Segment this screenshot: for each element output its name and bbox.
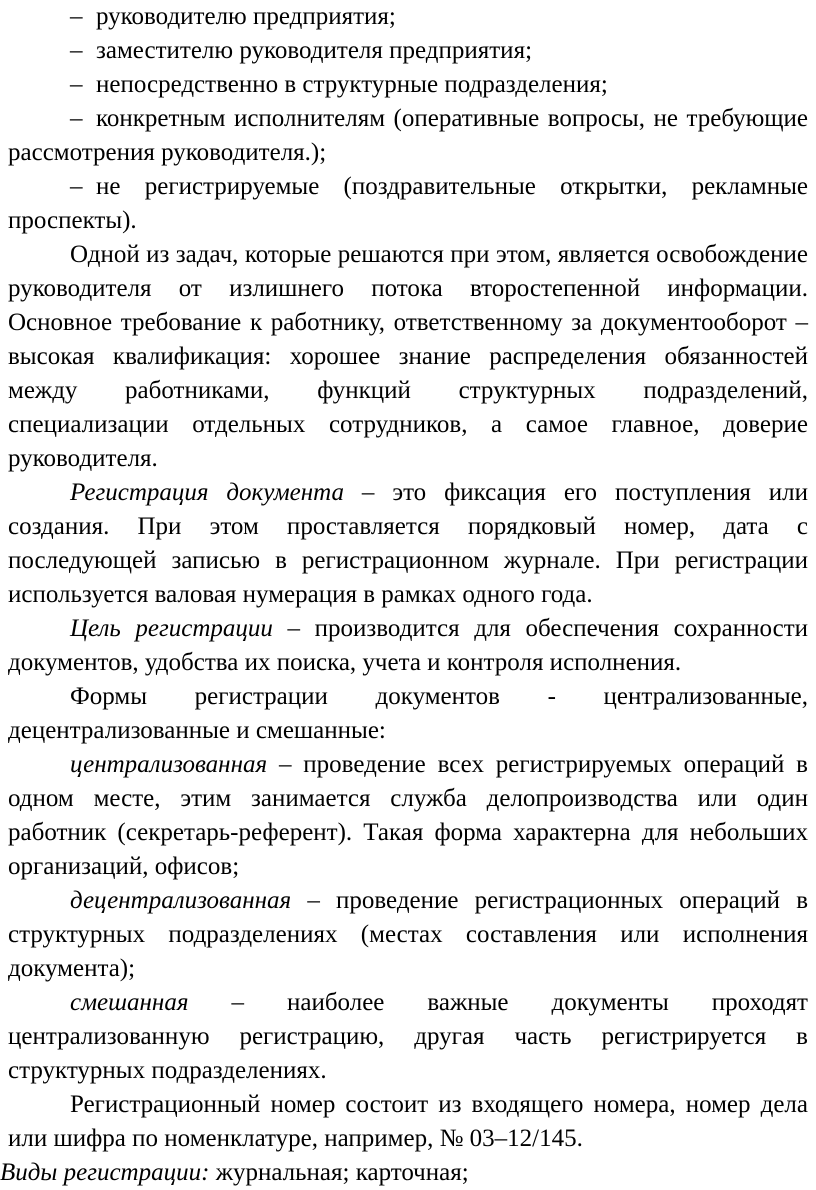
dash-marker: – [70, 71, 83, 98]
types-list: журнальная; карточная; [209, 1159, 469, 1186]
list-item-text: конкретным исполнителям (оперативные вопросы, не требующие рассмотрения руководителя.); [8, 105, 808, 166]
list-item-text: заместителю руководителя предприятия; [96, 37, 533, 64]
term-decentral: децентрализованная [70, 887, 292, 914]
dash-marker: – [70, 173, 83, 200]
list-item-text: непосредственно в структурные подразделения; [96, 71, 608, 98]
dash-marker: – [70, 37, 83, 64]
paragraph-tasks: Одной из задач, которые решаются при этом, является освобождение руководителя от излишнего потока второстепенной информации. Основное требование к работнику, ответственному за документооборот – высокая квалификация: хорошее знание распределения обязанностей между работниками, функций структурных подразделений, специализации отдельных сотрудников, а самое главное, доверие руководителя. [8, 241, 808, 472]
paragraph-central [8, 748, 808, 884]
central-definition: – проведение всех регистрируемых операций в одном месте, этим занимается служба делопроизводства или один работник (секретарь-референт). Такая форма характерна для небольших организаций, офисов; [8, 751, 808, 880]
list-item [8, 68, 808, 102]
list-item-text: руководителю предприятия; [96, 3, 396, 30]
term-types: Виды регистрации: [0, 1159, 210, 1186]
list-item [8, 170, 808, 238]
paragraph-number: Регистрационный номер состоит из входящего номера, номер дела или шифра по номенклатуре, например, № 03–12/145. [8, 1091, 808, 1152]
goal-definition: – производится для обеспечения сохранности документов, удобства их поиска, учета и контроля исполнения. [8, 615, 808, 676]
paragraph-goal [8, 612, 808, 680]
dash-marker: – [70, 105, 83, 132]
paragraph-decentral [8, 884, 808, 986]
term-registration: Регистрация документа [70, 479, 345, 506]
list-item [8, 102, 808, 170]
paragraph-mixed [8, 986, 808, 1088]
term-goal: Цель регистрации [70, 615, 273, 642]
mixed-definition: – наиболее важные документы проходят централизованную регистрацию, другая часть регистрируется в структурных подразделениях. [8, 989, 808, 1084]
list-item [8, 0, 808, 34]
dash-marker: – [70, 3, 83, 30]
registration-definition: – это фиксация его поступления или создания. При этом проставляется порядковый номер, дата с последующей записью в регистрационном журнале. При регистрации используется валовая нумерация в рамках одного года. [8, 479, 808, 608]
list-item [8, 34, 808, 68]
paragraph-registration [8, 476, 808, 612]
term-mixed: смешанная [70, 989, 189, 1016]
decentral-definition: – проведение регистрационных операций в структурных подразделениях (местах составления или исполнения документа); [8, 887, 808, 982]
term-central: централизованная [70, 751, 268, 778]
paragraph-forms: Формы регистрации документов - централизованные, децентрализованные и смешанные: [8, 683, 808, 744]
list-item-text: не регистрируемые (поздравительные открытки, рекламные проспекты). [8, 173, 808, 234]
paragraph-types [0, 1156, 800, 1190]
